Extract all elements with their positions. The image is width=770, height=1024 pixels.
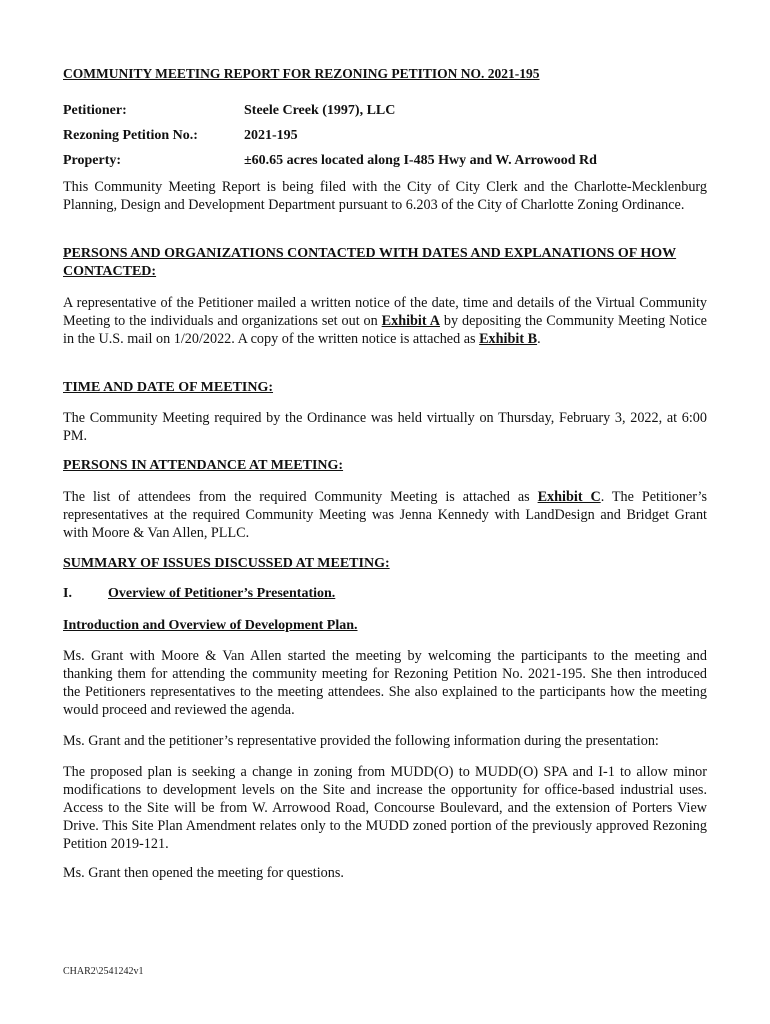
exhibit-b-link: Exhibit B — [479, 331, 538, 347]
development-plan-subheading: Introduction and Overview of Development Plan. — [63, 618, 358, 633]
summary-paragraph-3: The proposed plan is seeking a change in zoning from MUDD(O) to MUDD(O) SPA and I-1 to allow minor modifications to development levels on the Site and increase the opportunity for office-based industrial uses. Access to the Site will be from W. Arrowood Road, Concourse Boulevard, and the extension of Porters View Drive. This Site Plan Amendment relates only to the MUDD zoned portion of the previously approved Rezoning Petition 2019-121. — [63, 764, 707, 852]
summary-para-3-wrap — [63, 763, 707, 853]
intro-paragraph: This Community Meeting Report is being filed with the City of City Clerk and the Charlotte-Mecklenburg Planning, Design and Development Department pursuant to 6.203 of the City of Charlotte Zoning Ordinance. — [63, 179, 707, 213]
section-title: Overview of Petitioner’s Presentation. — [108, 586, 336, 601]
persons-contacted-body — [63, 294, 707, 348]
petitioner-value: Steele Creek (1997), LLC — [244, 103, 396, 118]
attendance-text-2: . The Petitioner’s representatives at the required Community Meeting was Jenna Kennedy with LandDesign and Bridget Grant with Moore & Van Allen, PLLC. — [63, 489, 707, 541]
time-date-heading: TIME AND DATE OF MEETING: — [63, 380, 274, 395]
summary-paragraph-2: Ms. Grant and the petitioner’s representative provided the following information during the presentation: — [63, 733, 659, 749]
persons-contacted-text-2: by depositing the Community Meeting Notice in the U.S. mail on 1/20/2022. A copy of the written notice is attached as — [63, 313, 707, 347]
development-plan-subheading-wrap — [63, 617, 707, 635]
property-label: Property: — [63, 153, 122, 168]
petitioner-label: Petitioner: — [63, 103, 127, 118]
exhibit-a-link: Exhibit A — [381, 313, 440, 329]
attendance-heading: PERSONS IN ATTENDANCE AT MEETING: — [63, 458, 344, 473]
time-date-paragraph: The Community Meeting required by the Ordinance was held virtually on Thursday, February 3, 2022, at 6:00 PM. — [63, 410, 707, 444]
attendance-text-1: The list of attendees from the required Community Meeting is attached as — [63, 489, 538, 505]
time-date-section — [63, 379, 707, 397]
property-value: ±60.65 acres located along I-485 Hwy and W. Arrowood Rd — [244, 153, 597, 168]
petition-no-value: 2021-195 — [244, 128, 298, 143]
summary-paragraph-4: Ms. Grant then opened the meeting for questions. — [63, 865, 344, 881]
persons-contacted-text-3: . — [537, 331, 541, 347]
summary-paragraph-1: Ms. Grant with Moore & Van Allen started the meeting by welcoming the participants to the meeting and thanking them for attending the community meeting for Rezoning Petition No. 2021-195. She then introduced the Petitioners representatives to the meeting attendees. She also explained to the participants how the meeting would proceed and reviewed the agenda. — [63, 648, 707, 718]
summary-heading: SUMMARY OF ISSUES DISCUSSED AT MEETING: — [63, 556, 390, 571]
report-title: COMMUNITY MEETING REPORT FOR REZONING PETITION NO. 2021-195 — [63, 66, 540, 81]
attendance-paragraph — [63, 488, 707, 542]
summary-para-1-wrap — [63, 647, 707, 719]
exhibit-c-link: Exhibit C — [537, 489, 601, 505]
attendance-body — [63, 488, 707, 542]
persons-contacted-text-1: A representative of the Petitioner mailed a written notice of the date, time and details of the Virtual Community Meeting to the individuals and organizations set out on — [63, 295, 707, 329]
section-number: I. — [63, 586, 72, 601]
persons-contacted-section — [63, 245, 707, 281]
summary-para-4-wrap — [63, 864, 707, 882]
document-id-footer: CHAR2\2541242v1 — [63, 966, 144, 977]
summary-section — [63, 555, 707, 573]
time-date-body — [63, 409, 707, 445]
petition-no-label: Rezoning Petition No.: — [63, 128, 198, 143]
intro-section — [63, 178, 707, 214]
summary-para-2-wrap — [63, 732, 707, 750]
attendance-section — [63, 457, 707, 475]
persons-contacted-heading: PERSONS AND ORGANIZATIONS CONTACTED WITH DATES AND EXPLANATIONS OF HOW CONTACTED: — [63, 246, 677, 279]
section-one-heading — [63, 586, 707, 604]
persons-contacted-paragraph — [63, 294, 707, 348]
